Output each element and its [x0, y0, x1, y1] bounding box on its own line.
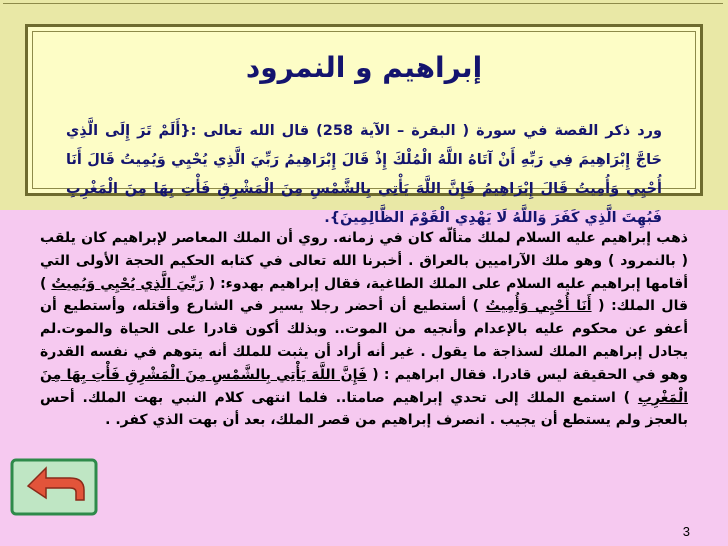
header-band-border	[3, 3, 723, 4]
quran-verse: {أَلَمْ تَرَ إِلَى الَّذِي حَاجَّ إِبْرَاهِيمَ فِي رَبِّهِ أَنْ آتَاهُ اللَّهُ الْمُلْكَ إِذْ قَالَ إِبْرَاهِيمُ رَبِّيَ الَّذِي يُحْيِي وَيُمِيتُ قَالَ أَنَا أُحْيِي وَأُمِيتُ قَالَ إِبْرَاهِيمُ فَإِنَّ اللَّهَ يَأْتِي بِالشَّمْسِ مِنَ الْمَشْرِقِ فَأْتِ بِهَا مِنَ الْمَغْرِبِ فَبُهِتَ الَّذِي كَفَرَ وَاللَّهُ لَا يَهْدِي الْقَوْمَ الظَّالِمِينَ}.	[66, 123, 662, 226]
quran-intro: ورد ذكر القصة في سورة ( البقرة – الآية 258) قال الله تعالى :	[190, 123, 662, 139]
quote-king: أَنَا أُحْيِي وَأُمِيتُ	[485, 298, 592, 315]
slide-title: إبراهيم و النمرود	[245, 51, 483, 84]
page-number: 3	[682, 524, 690, 539]
quote-ibrahim-2: فَإِنَّ اللَّهَ يَأْتِي بِالشَّمْسِ مِنَ الْمَشْرِقِ فَأْتِ بِهَا مِنَ الْمَغْرِبِ	[40, 366, 689, 406]
story-text-part-3: ) أستطيع أن أحضر رجلا يسير في الشارع وأقتله، وأستطيع أن أعفو عن محكوم عليه بالإعدام وأنجيه من الموت.. وبذلك أكون قادرا على الحياة والموت.لم يجادل إبراهيم الملك لسذاجة ما يقول . غير أنه أراد أن يثبت للملك أنه يتوهم في نفسه القدرة وهو في الحقيقة ليس قادرا. فقال ابراهيم : (	[40, 298, 689, 383]
story-text-part-1: ذهب إبراهيم عليه السلام لملك متألّه كان في زمانه. روي أن الملك المعاصر لإبراهيم كان يلقب ( بالنمرود ) وهو ملك الآراميين بالعراق . أخبرنا الله تعالى في كتابه الحكيم الحجة الأولى التي أقامها إبراهيم عليه السلام على الملك الطاغية، فقال إبراهيم بهدوء: (	[40, 230, 689, 292]
story-text-part-2: ) قال الملك: (	[40, 275, 689, 315]
return-arrow-icon	[6, 456, 100, 518]
title-box	[25, 24, 703, 226]
story-paragraph	[40, 227, 688, 432]
quote-ibrahim-1: رَبِّيَ الَّذِي يُحْيِي وَيُمِيتُ	[51, 275, 204, 292]
return-arrow-button[interactable]	[6, 456, 100, 518]
story-text-part-4: ) استمع الملك إلى تحدي إبراهيم صامتا.. فلما انتهى كلام النبي بهت الملك. أحس بالعجز ولم يستطع أن يجيب . انصرف إبراهيم من قصر الملك، بعد أن بهت الذي كفر. .	[40, 389, 688, 429]
quran-paragraph	[66, 117, 662, 233]
